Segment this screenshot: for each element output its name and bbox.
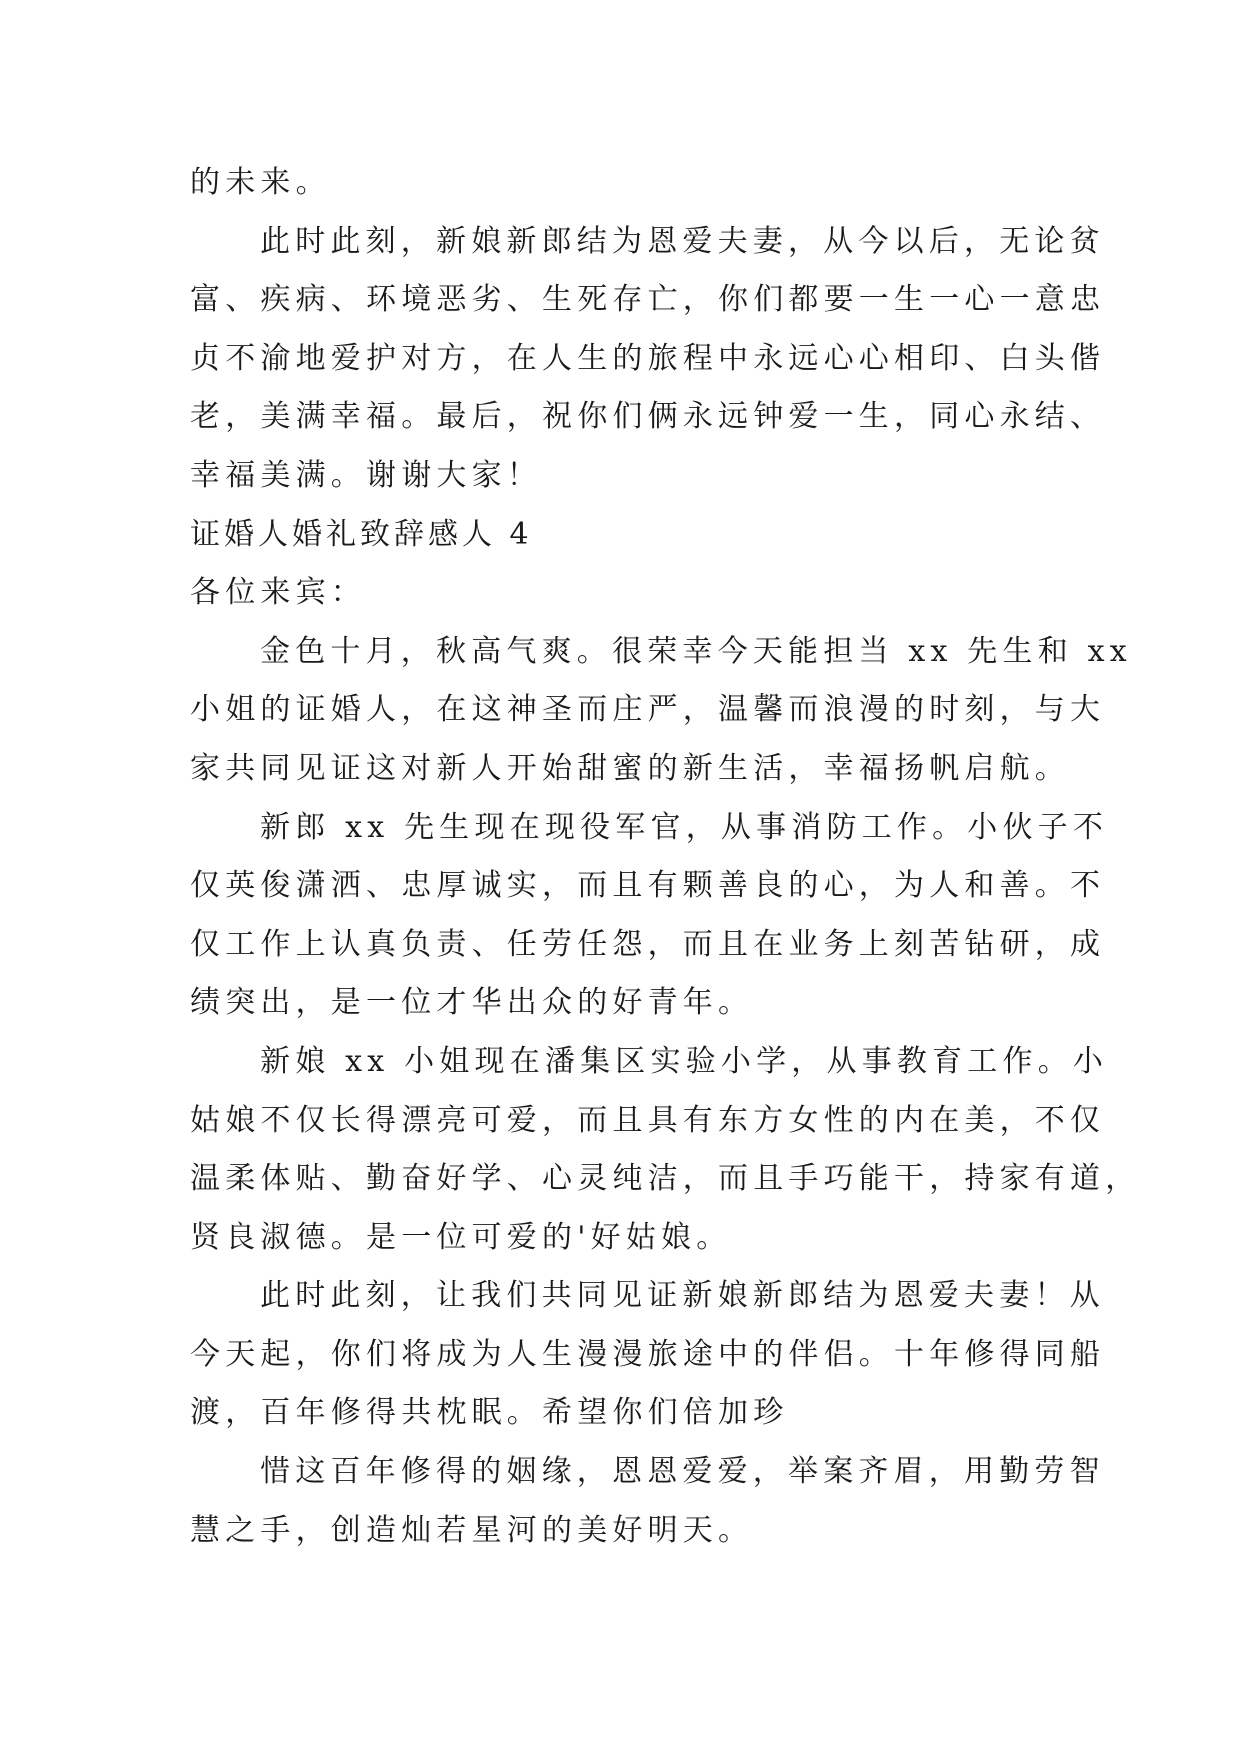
text-line: 此时此刻，让我们共同见证新娘新郎结为恩爱夫妻！从 — [260, 1278, 1105, 1314]
section-heading: 证婚人婚礼致辞感人 4 — [190, 516, 533, 552]
text-line: 家共同见证这对新人开始甜蜜的新生活，幸福扬帆启航。 — [190, 750, 1070, 786]
text-line: 慧之手，创造灿若星河的美好明天。 — [190, 1512, 754, 1548]
text-line: 温柔体贴、勤奋好学、心灵纯洁，而且手巧能干，持家有道， — [190, 1161, 1141, 1197]
text-line: 幸福美满。谢谢大家！ — [190, 457, 542, 493]
text-line: 新娘 xx 小姐现在潘集区实验小学，从事教育工作。小 — [260, 1043, 1109, 1079]
text-line: 渡，百年修得共枕眠。希望你们倍加珍 — [190, 1395, 789, 1431]
text-line: 的未来。 — [190, 165, 331, 200]
text-line: 老，美满幸福。最后，祝你们俩永远钟爱一生，同心永结、 — [190, 399, 1106, 435]
text-line: 贤良淑德。是一位可爱的'好姑娘。 — [190, 1219, 732, 1255]
text-line: 金色十月，秋高气爽。很荣幸今天能担当 xx 先生和 xx — [260, 633, 1132, 669]
text-line: 新郎 xx 先生现在现役军官，从事消防工作。小伙子不 — [260, 809, 1109, 845]
text-line: 贞不渝地爱护对方，在人生的旅程中永远心心相印、白头偕 — [190, 340, 1106, 376]
text-line: 惜这百年修得的姻缘，恩恩爱爱，举案齐眉，用勤劳智 — [260, 1454, 1105, 1490]
document-body — [190, 154, 1141, 1560]
text-line: 此时此刻，新娘新郎结为恩爱夫妻，从今以后，无论贫 — [260, 223, 1105, 259]
text-line: 仅英俊潇洒、忠厚诚实，而且有颗善良的心，为人和善。不 — [190, 868, 1106, 904]
text-line: 今天起，你们将成为人生漫漫旅途中的伴侣。十年修得同船 — [190, 1336, 1106, 1372]
salutation: 各位来宾： — [190, 575, 366, 611]
text-line: 小姐的证婚人，在这神圣而庄严，温馨而浪漫的时刻，与大 — [190, 692, 1106, 728]
text-line: 绩突出，是一位才华出众的好青年。 — [190, 985, 754, 1021]
text-line: 姑娘不仅长得漂亮可爱，而且具有东方女性的内在美，不仅 — [190, 1102, 1106, 1138]
text-line: 仅工作上认真负责、任劳任怨，而且在业务上刻苦钻研，成 — [190, 926, 1106, 962]
text-line: 富、疾病、环境恶劣、生死存亡，你们都要一生一心一意忠 — [190, 282, 1106, 318]
